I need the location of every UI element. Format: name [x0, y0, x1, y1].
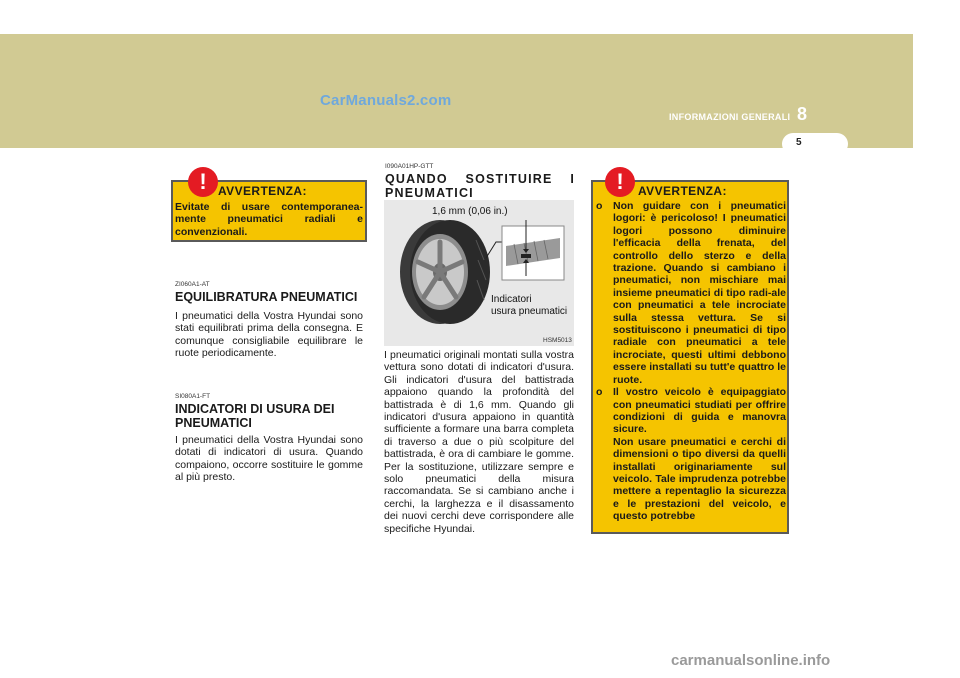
- warning-title: AVVERTENZA:: [218, 184, 307, 198]
- page-number: 5: [796, 137, 802, 148]
- section-heading: INDICATORI DI USURA DEI PNEUMATICI: [175, 402, 335, 430]
- section-body: I pneumatici della Vostra Hyundai sono stati equilibrati prima della consegna. E comunque consigliabile equilibrare le ruote periodicamente.: [175, 310, 363, 360]
- figure-indicator-label: usura pneumatici: [491, 306, 568, 317]
- figure-code: HSM5013: [543, 337, 572, 344]
- warning-icon: !: [605, 167, 635, 197]
- bullet-marker: o: [596, 200, 603, 212]
- section-heading: QUANDO SOSTITUIRE I PNEUMATICI: [385, 172, 575, 200]
- warning-icon: !: [188, 167, 218, 197]
- figure-indicator-label: Indicatori: [491, 294, 532, 305]
- bullet-marker: o: [596, 386, 603, 399]
- warning-item-text: Non guidare con i pneumatici logori: è pericoloso! I pneumatici logori possono diminuire l'efficacia della frenata, del controllo dello sterzo e della trazione. Quando si cambiano i pneumatici, non mischiare mai insieme pneumatici di tipo radi-ale con pneumatici a tele incrociate sulla stessa vettura. Se si sostituiscono i pneumatici di tipo radiale con pneumatici a tele incrociate, questi ultimi debbono essere installati su tutt'e quattro le ruote.: [613, 200, 786, 386]
- warning-list: [596, 200, 786, 523]
- section-title: INFORMAZIONI GENERALI: [669, 112, 791, 122]
- warning-list-item: [596, 386, 786, 522]
- chapter-number: 8: [797, 104, 808, 124]
- warning-text: Evitate di usare contemporanea-mente pneumatici radiali e convenzionali.: [175, 201, 363, 238]
- warning-item-text: Non usare pneumatici e cerchi di dimensioni o tipo diversi da quelli installati originariamente sul veicolo. Tale imprudenza potrebbe mettere a repentaglio la sicurezza e le prestazioni del veicolo, e questo potrebbe: [613, 435, 786, 523]
- section-body: I pneumatici originali montati sulla vostra vettura sono dotati di indicatori d'usura. Gli indicatori d'usura del battistrada appaiono quando la profondità del battistrada è di 1,6 mm. Quando gli indicatori d'usura appaiono in quantità sufficiente a formare una barra completa di traverso a due o più scolpiture del battistrada, è ora di cambiare le gomme. Per la sostituzione, utilizzare sempre e solo pneumatici della misura raccomandata. Se si cambiano anche i cerchi, la larghezza e il disassamento dei nuovi cerchi deve corrispondere alle specifiche Hyundai.: [384, 349, 574, 535]
- figure-measure-label: 1,6 mm (0,06 in.): [432, 206, 508, 217]
- tire-wear-figure: [384, 200, 574, 346]
- section-heading: EQUILIBRATURA PNEUMATICI: [175, 290, 358, 304]
- section-code: SI080A1-FT: [175, 393, 211, 400]
- section-body: I pneumatici della Vostra Hyundai sono dotati di indicatori di usura. Quando compaiono, occorre sostituire le gomme al più presto.: [175, 434, 363, 484]
- warning-title: AVVERTENZA:: [638, 184, 727, 198]
- section-code: I090A01HP-GTT: [385, 163, 434, 170]
- watermark-top[interactable]: CarManuals2.com: [320, 92, 452, 109]
- warning-list-item: [596, 200, 786, 386]
- tire-illustration: [384, 200, 574, 346]
- watermark-bottom[interactable]: carmanualsonline.info: [671, 652, 831, 669]
- header-band: [0, 34, 913, 148]
- section-code: ZI060A1-AT: [175, 281, 210, 288]
- page-number-pill: [782, 133, 848, 155]
- warning-item-text: Il vostro veicolo è equipaggiato con pneumatici studiati per offrire condizioni di guida e manovra sicure.: [613, 386, 786, 436]
